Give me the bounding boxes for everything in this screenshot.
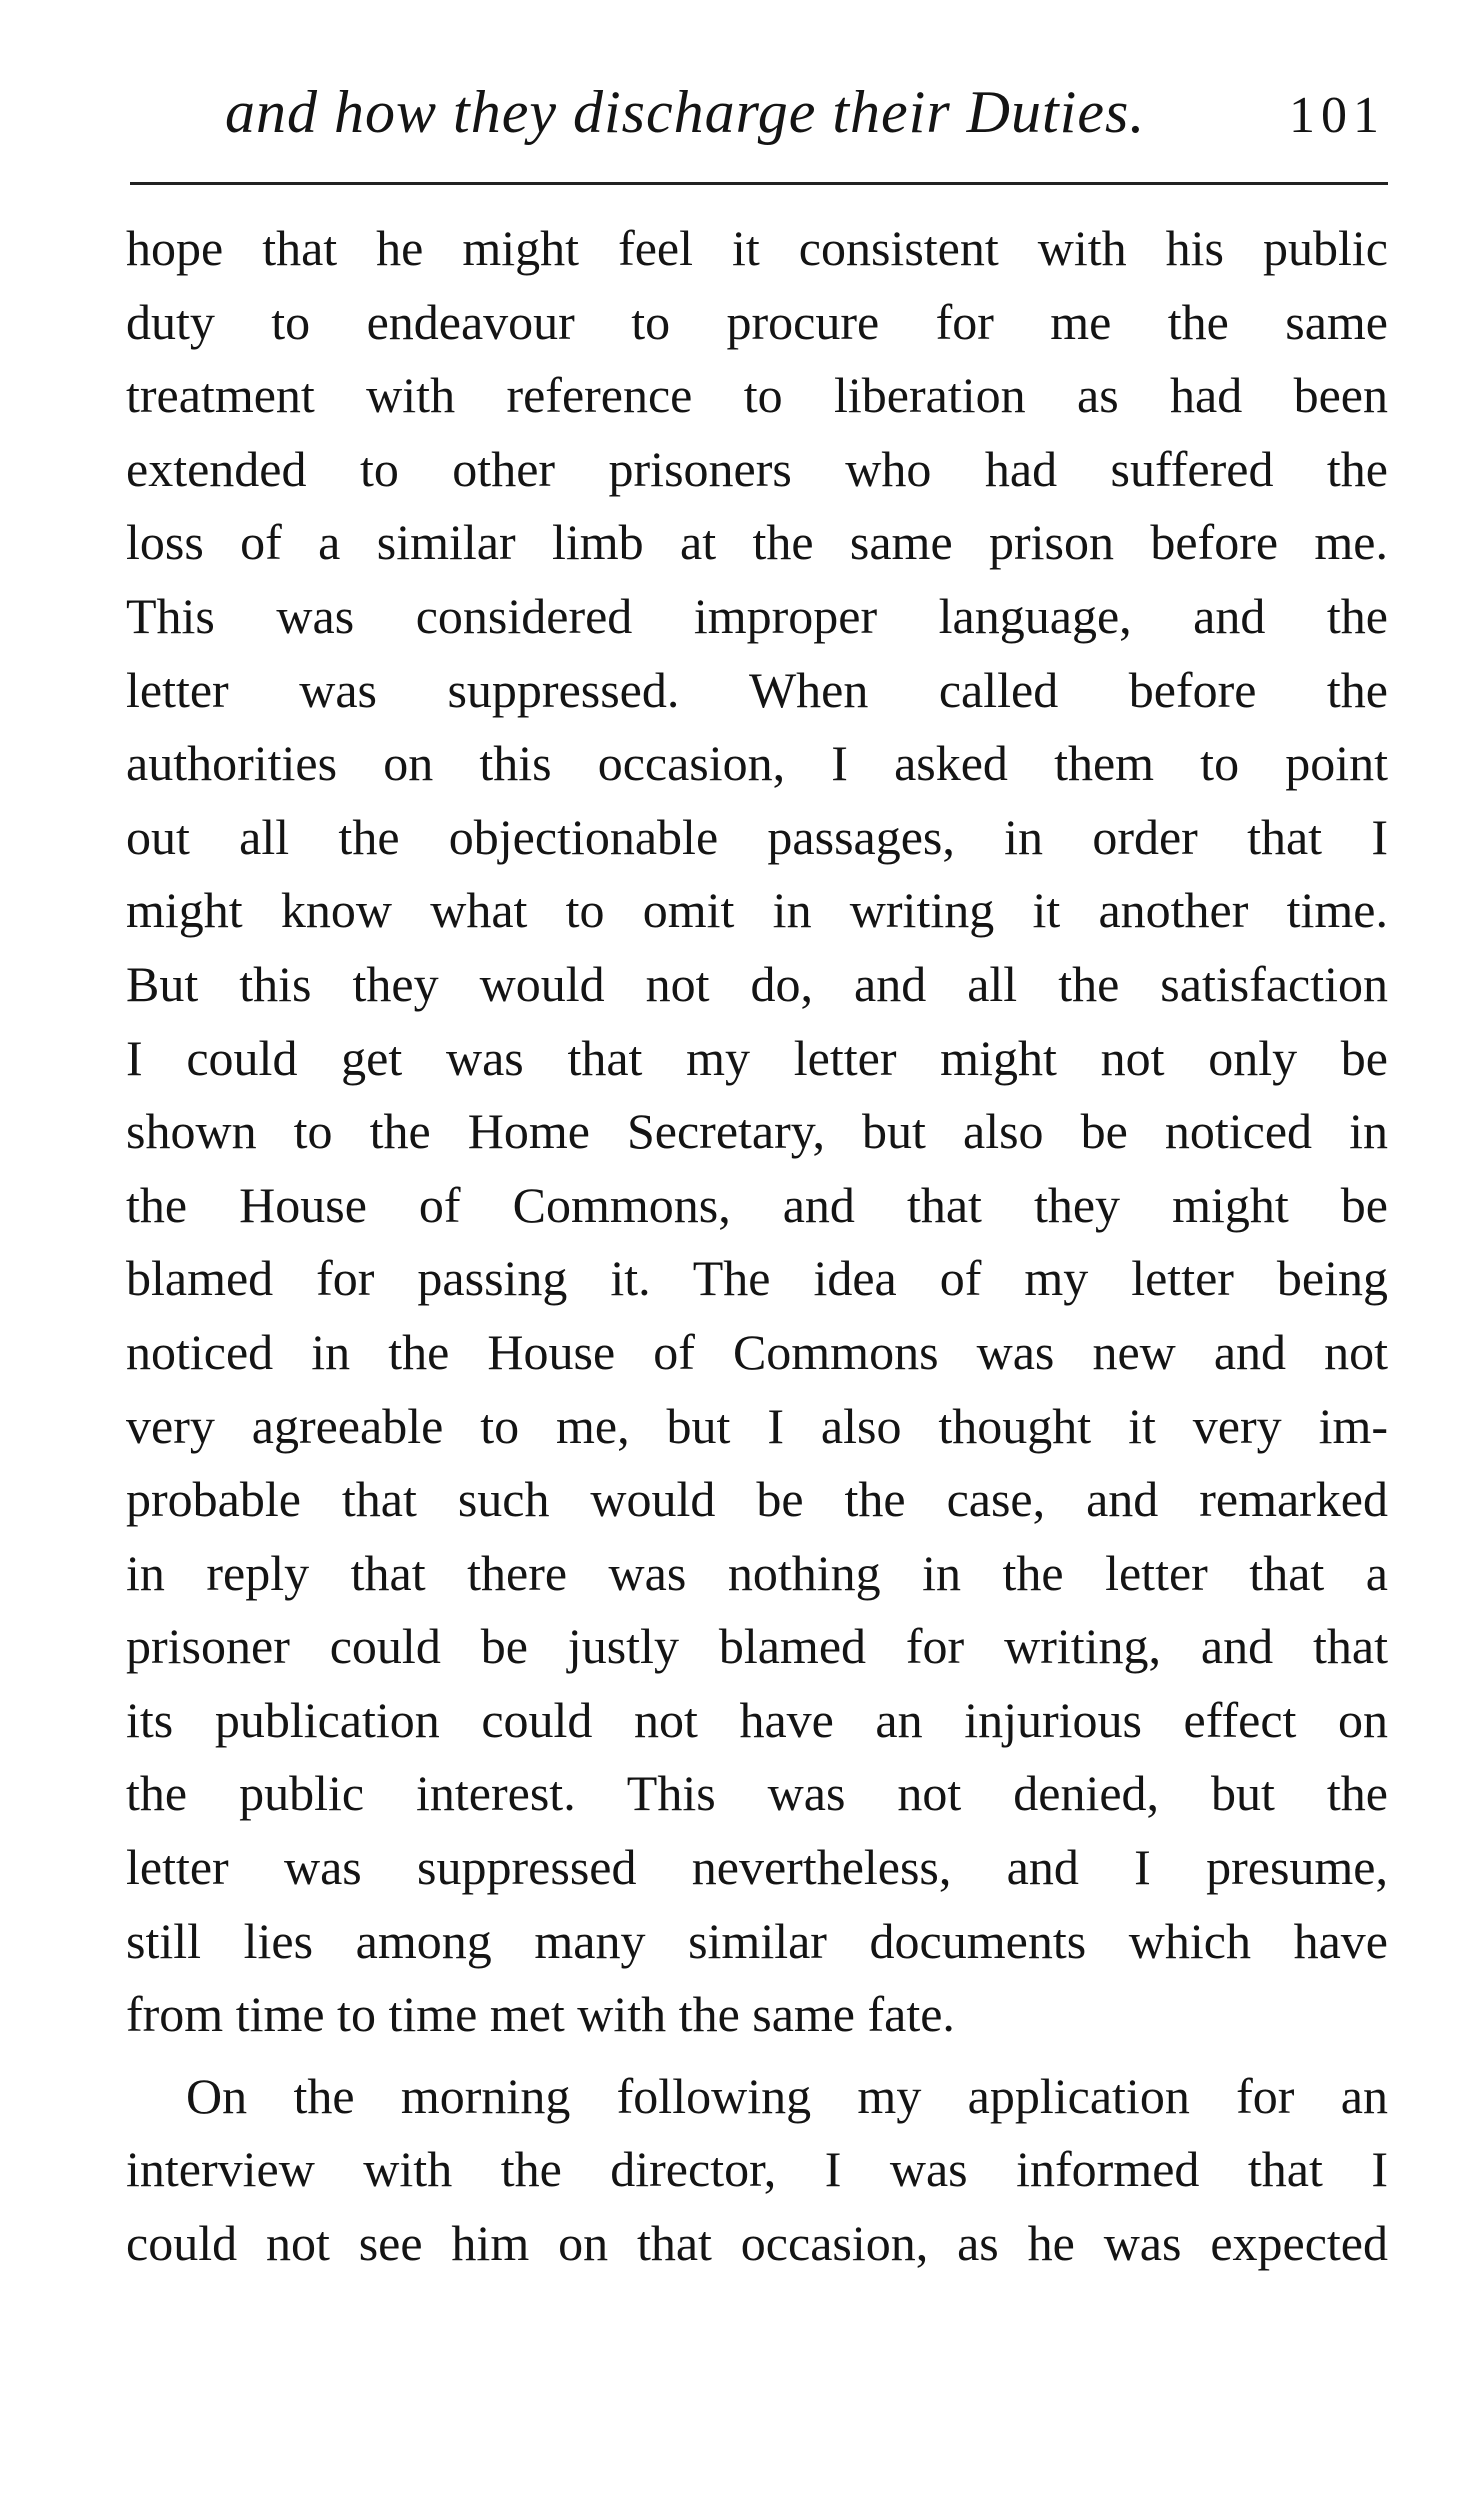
text-line: in reply that there was nothing in the letter that a: [126, 1544, 1388, 1601]
text-line: probable that such would be the case, and remarked: [126, 1471, 1388, 1528]
body-text: [126, 212, 1388, 2281]
text-line: authorities on this occasion, I asked them to point: [126, 735, 1388, 792]
text-line: out all the objectionable passages, in order that I: [126, 808, 1388, 865]
text-line: the House of Commons, and that they might be: [126, 1176, 1388, 1233]
text-line: loss of a similar limb at the same prison before me.: [126, 514, 1388, 571]
text-line: But this they would not do, and all the satisfaction: [126, 955, 1388, 1012]
header-rule: [130, 182, 1388, 185]
text-line: I could get was that my letter might not only be: [126, 1029, 1388, 1086]
running-head: [225, 78, 1385, 158]
text-line: could not see him on that occasion, as he was expected: [126, 2215, 1388, 2272]
running-title: and how they discharge their Duties.: [225, 79, 1146, 145]
paragraph-first-line: On the morning following my application for an: [186, 2067, 1388, 2124]
text-line: extended to other prisoners who had suffered the: [126, 440, 1388, 497]
text-line: its publication could not have an injurious effect on: [126, 1691, 1388, 1748]
page-number: 101: [1289, 87, 1385, 144]
text-line: might know what to omit in writing it another time.: [126, 882, 1388, 939]
text-line: the public interest. This was not denied, but the: [126, 1765, 1388, 1822]
text-line: blamed for passing it. The idea of my letter being: [126, 1250, 1388, 1307]
text-line: interview with the director, I was informed that I: [126, 2141, 1388, 2198]
text-line: letter was suppressed nevertheless, and I presume,: [126, 1839, 1388, 1896]
text-line: hope that he might feel it consistent with his public: [126, 220, 1388, 276]
text-line: prisoner could be justly blamed for writing, and that: [126, 1618, 1388, 1675]
text-line: treatment with reference to liberation as had been: [126, 367, 1388, 424]
text-line: still lies among many similar documents which have: [126, 1912, 1388, 1969]
text-line: very agreeable to me, but I also thought it very im-: [126, 1397, 1388, 1454]
paragraph-last-line: from time to time met with the same fate.: [126, 1986, 955, 2043]
text-line: noticed in the House of Commons was new and not: [126, 1323, 1388, 1380]
text-line: letter was suppressed. When called before the: [126, 661, 1388, 718]
text-line: shown to the Home Secretary, but also be noticed in: [126, 1103, 1388, 1160]
text-line: duty to endeavour to procure for me the same: [126, 293, 1388, 350]
text-line: This was considered improper language, and the: [126, 587, 1388, 644]
